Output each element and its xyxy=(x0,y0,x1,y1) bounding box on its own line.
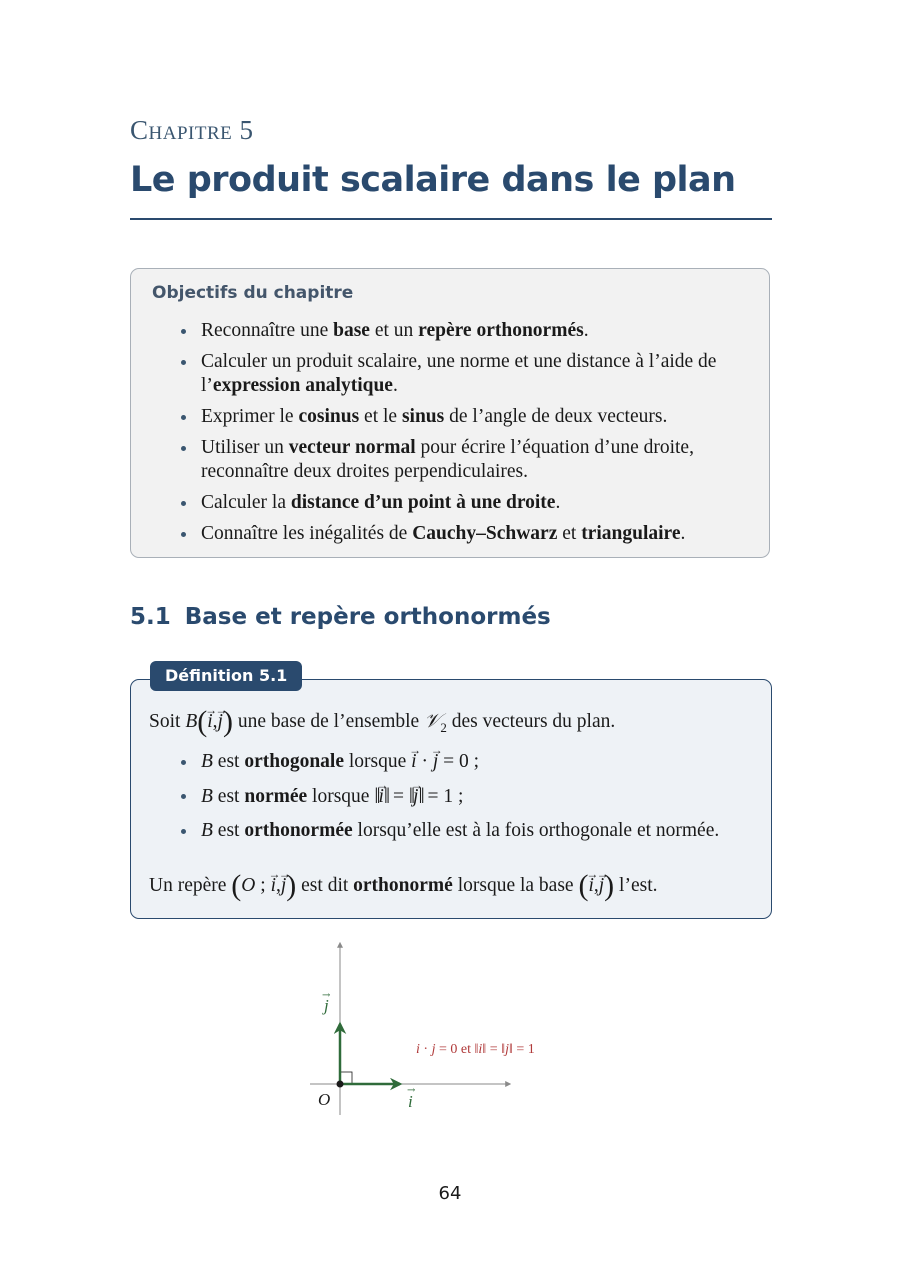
vector-j: j → xyxy=(218,710,223,734)
chapter-title: Le produit scalaire dans le plan xyxy=(130,160,736,200)
objectives-box xyxy=(130,268,770,558)
svg-text:i · j = 0 et ‖i‖ = ‖j‖ = 1: i · j = 0 et ‖i‖ = ‖j‖ = 1 xyxy=(416,1042,535,1057)
section-name: Base et repère orthonormés xyxy=(184,604,551,630)
definition-box xyxy=(130,679,772,919)
objectives-list xyxy=(179,319,759,553)
section-title xyxy=(130,604,551,630)
definition-closing: Un repère (O ; i →,j →) est dit orthonormé lorsque la base (i →,j →) l’est. xyxy=(149,874,658,898)
vector-i: i → xyxy=(207,710,212,734)
objective-item: Calculer un produit scalaire, une norme et une distance à l’aide de l’expression analytique. xyxy=(179,350,759,398)
objective-item: Reconnaître une base et un repère orthonormés. xyxy=(179,319,759,343)
section-number: 5.1 xyxy=(130,604,171,630)
j-label-arrow: → xyxy=(322,990,331,1001)
chapter-label: Chapitre 5 xyxy=(130,115,254,145)
objective-item: Utiliser un vecteur normal pour écrire l’équation d’une droite, reconnaître deux droites perpendiculaires. xyxy=(179,436,759,484)
definition-item-orthonormal: B est orthonormée lorsqu’elle est à la fois orthogonale et normée. xyxy=(179,819,754,843)
definition-item-normed: B est normée lorsque ‖i →‖ = ‖j →‖ = 1 ; xyxy=(179,784,754,809)
definition-label: Définition 5.1 xyxy=(150,661,302,691)
j-label: j xyxy=(324,996,329,1015)
orthonormal-frame-figure xyxy=(300,935,620,1125)
objective-item: Calculer la distance d’un point à une droite. xyxy=(179,491,759,515)
definition-list xyxy=(179,750,754,853)
vector-space-symbol: 𝒱 xyxy=(424,711,441,732)
title-rule xyxy=(130,218,772,220)
i-label: i xyxy=(408,1092,413,1111)
definition-item-orthogonal: B est orthogonale lorsque i → · j → = 0 ; xyxy=(179,750,754,774)
orthonormal-annotation xyxy=(416,1042,535,1057)
objectives-title: Objectifs du chapitre xyxy=(152,283,354,303)
page-number: 64 xyxy=(438,1183,462,1204)
origin-point xyxy=(337,1081,344,1088)
objective-item: Exprimer le cosinus et le sinus de l’angle de deux vecteurs. xyxy=(179,405,759,429)
objective-item: Connaître les inégalités de Cauchy–Schwarz et triangulaire. xyxy=(179,522,759,546)
i-label-arrow: → xyxy=(407,1085,416,1096)
definition-intro: Soit B(i →,j →) une base de l’ensemble 𝒱$_2$ des vecteurs du plan. xyxy=(149,710,615,740)
origin-label: O xyxy=(318,1090,331,1109)
